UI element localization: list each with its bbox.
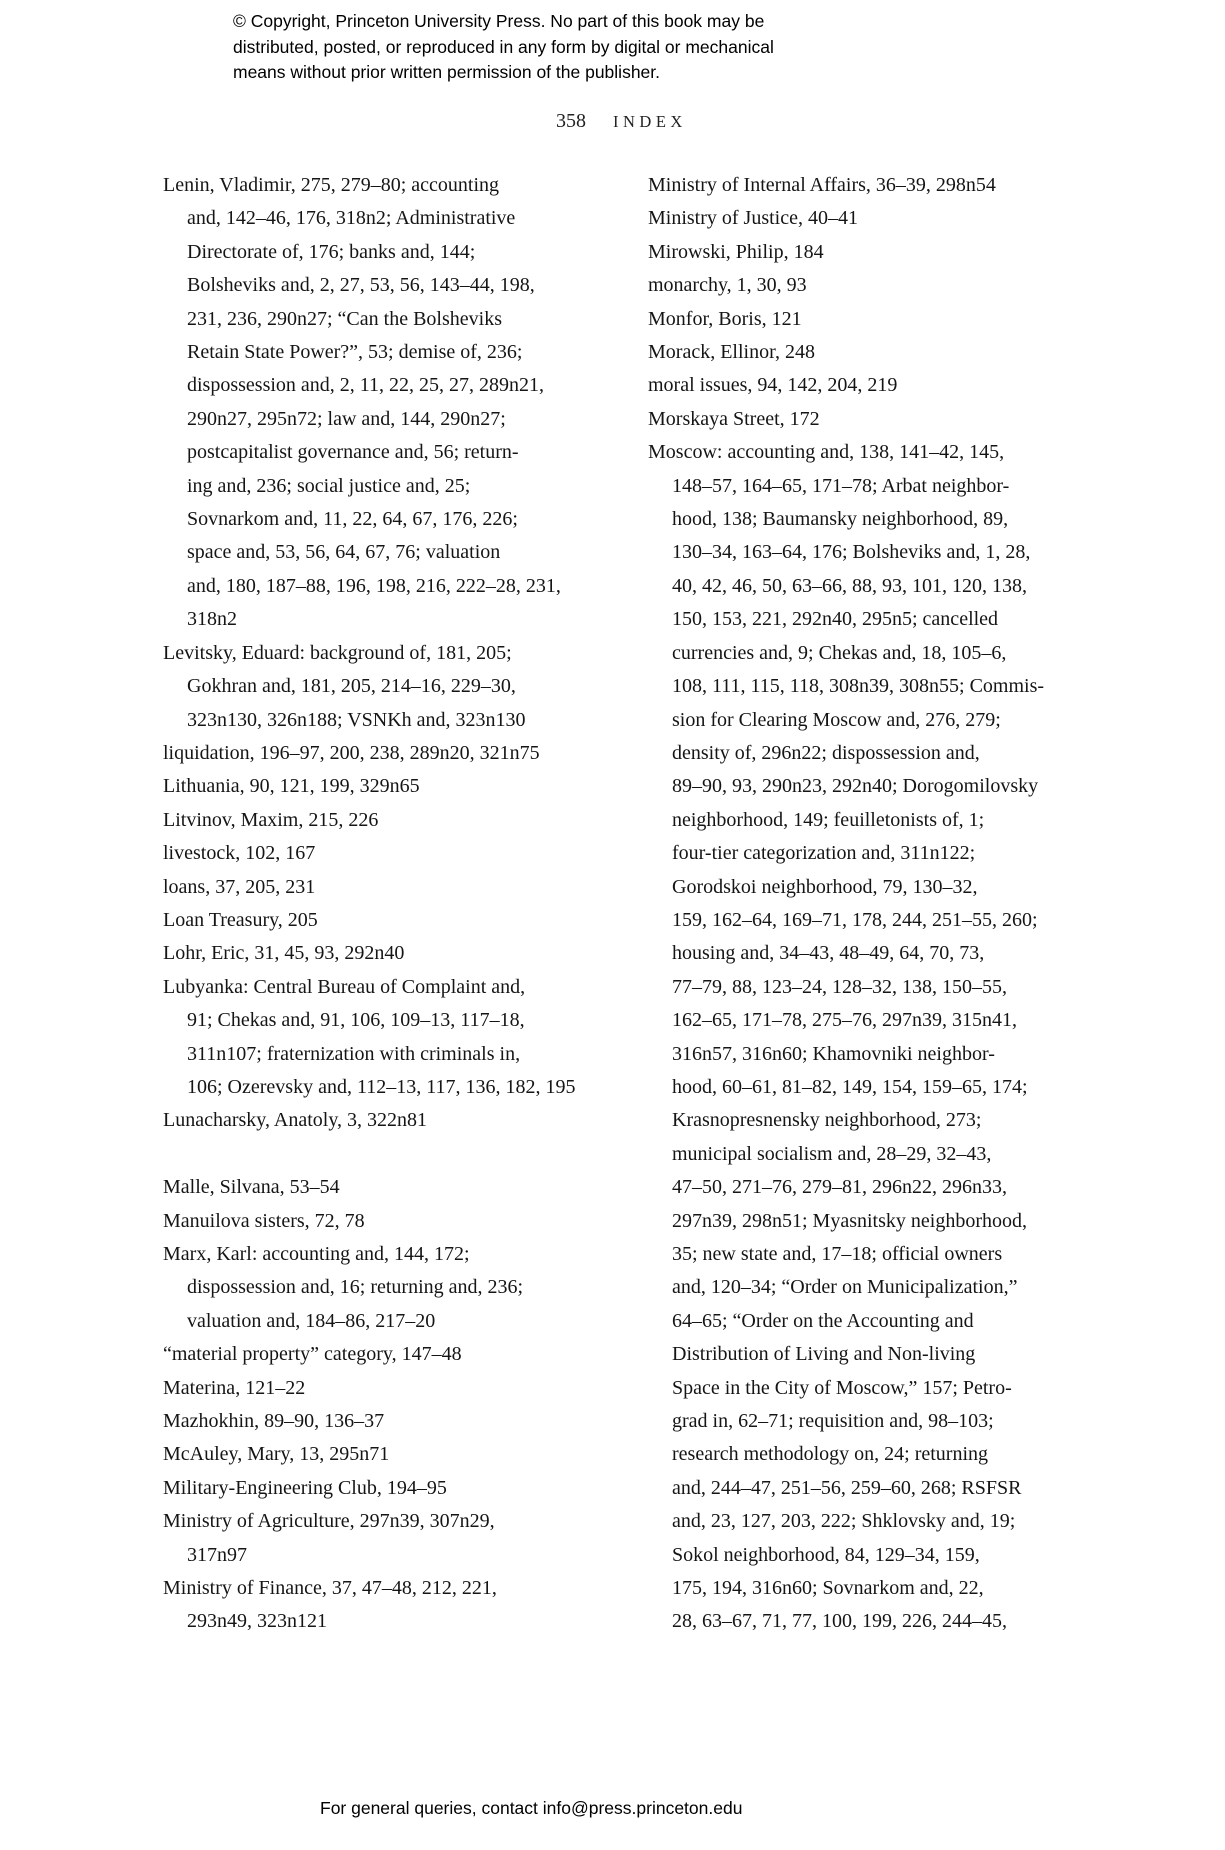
copyright-notice: [233, 9, 774, 86]
index-entry-line: Lenin, Vladimir, 275, 279–80; accounting: [163, 174, 499, 196]
index-entry-line: density of, 296n22; dispossession and,: [672, 741, 980, 764]
index-entry-line: 89–90, 93, 290n23, 292n40; Dorogomilovsky: [672, 775, 1039, 798]
index-entry-line: housing and, 34–43, 48–49, 64, 70, 73,: [672, 942, 985, 965]
index-entry-line: neighborhood, 149; feuilletonists of, 1;: [672, 808, 985, 831]
index-entry-line: “material property” category, 147–48: [163, 1343, 462, 1366]
index-entry: [648, 336, 1213, 369]
index-entry-line: Morskaya Street, 172: [648, 407, 820, 430]
index-entry-line: and, 142–46, 176, 318n2; Administrative: [187, 207, 516, 230]
index-entry-line: Ministry of Justice, 40–41: [648, 207, 858, 230]
index-entry: [648, 169, 1213, 202]
index-entry-line: 323n130, 326n188; VSNKh and, 323n130: [187, 708, 526, 731]
index-entry-line: research methodology on, 24; returning: [672, 1443, 989, 1466]
index-entry: [163, 1238, 633, 1338]
index-entry-line: Gorodskoi neighborhood, 79, 130–32,: [672, 875, 978, 898]
index-entry: [163, 937, 633, 970]
index-entry: [648, 303, 1213, 336]
index-entry-line: loans, 37, 205, 231: [163, 875, 316, 898]
index-column-right: [648, 169, 1213, 1639]
index-entry-line: livestock, 102, 167: [163, 842, 316, 865]
index-entry-line: and, 23, 127, 203, 222; Shklovsky and, 19;: [672, 1510, 1016, 1533]
index-entry: [163, 1405, 633, 1438]
index-entry-line: valuation and, 184–86, 217–20: [187, 1309, 436, 1332]
index-entry-line: Monfor, Boris, 121: [648, 307, 802, 330]
index-entry-line: Space in the City of Moscow,” 157; Petro-: [672, 1376, 1012, 1399]
index-entry-line: 316n57, 316n60; Khamovniki neighbor-: [672, 1042, 995, 1065]
copyright-line: © Copyright, Princeton University Press. No part of this book may be: [233, 11, 765, 31]
index-entry-line: 297n39, 298n51; Myasnitsky neighborhood,: [672, 1209, 1027, 1232]
index-entry-line: grad in, 62–71; requisition and, 98–103;: [672, 1410, 994, 1433]
index-entry-line: 317n97: [187, 1543, 247, 1566]
index-entry-line: 40, 42, 46, 50, 63–66, 88, 93, 101, 120, 138,: [672, 574, 1027, 597]
index-entry-line: 91; Chekas and, 91, 106, 109–13, 117–18,: [187, 1009, 525, 1032]
index-entry: [163, 169, 633, 637]
index-entry-line: Military-Engineering Club, 194–95: [163, 1476, 447, 1499]
index-entry-line: Levitsky, Eduard: background of, 181, 205;: [163, 641, 512, 664]
index-entry-line: moral issues, 94, 142, 204, 219: [648, 374, 898, 397]
footer-queries-note: For general queries, contact info@press.princeton.edu: [320, 1798, 743, 1818]
index-entry-line: hood, 138; Baumansky neighborhood, 89,: [672, 508, 1009, 531]
index-entry-line: four-tier categorization and, 311n122;: [672, 842, 976, 865]
index-entry-line: Ministry of Internal Affairs, 36–39, 298n54: [648, 174, 996, 196]
index-entry: [163, 971, 633, 1105]
index-entry-line: Sovnarkom and, 11, 22, 64, 67, 176, 226;: [187, 508, 518, 531]
index-entry-line: Marx, Karl: accounting and, 144, 172;: [163, 1242, 470, 1265]
index-entry-line: 293n49, 323n121: [187, 1610, 327, 1633]
index-entry-line: 311n107; fraternization with criminals in,: [187, 1042, 521, 1065]
copyright-line: means without prior written permission of the publisher.: [233, 62, 661, 82]
index-entry-line: sion for Clearing Moscow and, 276, 279;: [672, 708, 1001, 731]
index-entry-line: 290n27, 295n72; law and, 144, 290n27;: [187, 407, 506, 430]
index-entry-line: dispossession and, 2, 11, 22, 25, 27, 289n21,: [187, 374, 545, 397]
index-entry-line: 106; Ozerevsky and, 112–13, 117, 136, 182, 195: [187, 1075, 576, 1098]
index-entry-line: 175, 194, 316n60; Sovnarkom and, 22,: [672, 1577, 984, 1600]
index-entry: [163, 637, 633, 737]
index-entry-line: 318n2: [187, 608, 237, 631]
index-entry-line: 64–65; “Order on the Accounting and: [672, 1309, 974, 1332]
index-entry-line: 231, 236, 290n27; “Can the Bolsheviks: [187, 307, 502, 330]
index-entry: [648, 236, 1213, 269]
index-entry-line: Distribution of Living and Non-living: [672, 1343, 976, 1366]
index-entry: [163, 1104, 633, 1137]
index-entry-line: 77–79, 88, 123–24, 128–32, 138, 150–55,: [672, 975, 1007, 998]
index-entry-line: Mazhokhin, 89–90, 136–37: [163, 1410, 385, 1433]
index-entry-line: Lithuania, 90, 121, 199, 329n65: [163, 775, 420, 798]
index-entry-line: Malle, Silvana, 53–54: [163, 1176, 340, 1199]
index-entry-line: Retain State Power?”, 53; demise of, 236;: [187, 341, 523, 364]
index-entry: [163, 737, 633, 770]
index-entry: [163, 871, 633, 904]
index-entry-line: Manuilova sisters, 72, 78: [163, 1209, 365, 1232]
index-entry: [163, 1505, 633, 1572]
index-entry-line: 35; new state and, 17–18; official owners: [672, 1243, 1003, 1265]
index-entry-line: Lubyanka: Central Bureau of Complaint and,: [163, 975, 526, 998]
index-entry-line: 162–65, 171–78, 275–76, 297n39, 315n41,: [672, 1009, 1017, 1032]
index-entry: [163, 1338, 633, 1371]
index-entry-line: Ministry of Agriculture, 297n39, 307n29,: [163, 1510, 495, 1533]
index-entry-line: 148–57, 164–65, 171–78; Arbat neighbor-: [672, 474, 1010, 497]
index-entry-line: currencies and, 9; Chekas and, 18, 105–6,: [672, 641, 1007, 664]
index-entry-line: Directorate of, 176; banks and, 144;: [187, 240, 476, 263]
index-entry-line: monarchy, 1, 30, 93: [648, 274, 807, 297]
index-entry: [163, 1171, 633, 1204]
index-entry-line: Moscow: accounting and, 138, 141–42, 145,: [648, 441, 1005, 464]
index-entry-line: 130–34, 163–64, 176; Bolsheviks and, 1, 28,: [672, 541, 1031, 564]
index-entry-line: Sokol neighborhood, 84, 129–34, 159,: [672, 1543, 980, 1566]
index-entry: [163, 837, 633, 870]
index-entry: [163, 1205, 633, 1238]
index-heading: INDEX: [613, 112, 687, 131]
index-entry-line: 150, 153, 221, 292n40, 295n5; cancelled: [672, 608, 999, 631]
index-entry-line: dispossession and, 16; returning and, 236;: [187, 1276, 524, 1299]
index-entry-line: ing and, 236; social justice and, 25;: [187, 474, 471, 497]
index-entry: [648, 202, 1213, 235]
index-entry-line: space and, 53, 56, 64, 67, 76; valuation: [187, 541, 501, 564]
index-entry-line: Lohr, Eric, 31, 45, 93, 292n40: [163, 942, 405, 965]
index-entry-line: hood, 60–61, 81–82, 149, 154, 159–65, 174;: [672, 1075, 1028, 1098]
index-entry: [163, 1438, 633, 1471]
index-entry-line: Ministry of Finance, 37, 47–48, 212, 221,: [163, 1577, 497, 1600]
index-entry-line: Gokhran and, 181, 205, 214–16, 229–30,: [187, 675, 516, 698]
page-header: [556, 110, 687, 133]
index-entry-line: 47–50, 271–76, 279–81, 296n22, 296n33,: [672, 1176, 1007, 1199]
index-entry-line: and, 244–47, 251–56, 259–60, 268; RSFSR: [672, 1476, 1022, 1499]
index-entry: [163, 1472, 633, 1505]
index-entry: [648, 403, 1213, 436]
index-entry-line: municipal socialism and, 28–29, 32–43,: [672, 1142, 992, 1165]
page-number: 358: [556, 110, 586, 132]
index-column-left: [163, 169, 633, 1639]
index-entry: [648, 269, 1213, 302]
index-entry-line: 108, 111, 115, 118, 308n39, 308n55; Commis-: [672, 675, 1045, 698]
index-entry: [163, 1572, 633, 1639]
index-entry-line: Lunacharsky, Anatoly, 3, 322n81: [163, 1109, 428, 1132]
index-entry-line: liquidation, 196–97, 200, 238, 289n20, 321n75: [163, 741, 540, 764]
index-entry: [163, 1372, 633, 1405]
index-entry: [163, 804, 633, 837]
index-entry-line: Litvinov, Maxim, 215, 226: [163, 808, 379, 831]
index-entry-line: Bolsheviks and, 2, 27, 53, 56, 143–44, 198,: [187, 274, 535, 297]
index-entry: [163, 770, 633, 803]
index-entry-line: Mirowski, Philip, 184: [648, 240, 824, 263]
index-entry-line: and, 180, 187–88, 196, 198, 216, 222–28, 231,: [187, 574, 561, 597]
index-entry-line: Loan Treasury, 205: [163, 908, 318, 931]
index-entry-line: Materina, 121–22: [163, 1376, 306, 1399]
copyright-line: distributed, posted, or reproduced in any form by digital or mechanical: [233, 36, 774, 57]
index-entry-line: 28, 63–67, 71, 77, 100, 199, 226, 244–45,: [672, 1610, 1007, 1633]
index-entry: [648, 369, 1213, 402]
index-entry-line: 159, 162–64, 169–71, 178, 244, 251–55, 260;: [672, 908, 1038, 931]
index-entry: [163, 904, 633, 937]
index-entry-line: Krasnopresnensky neighborhood, 273;: [672, 1109, 982, 1132]
index-entry: [648, 436, 1213, 1639]
index-entry-line: postcapitalist governance and, 56; return-: [187, 441, 519, 464]
index-entry-line: McAuley, Mary, 13, 295n71: [163, 1443, 390, 1466]
index-entry-line: Morack, Ellinor, 248: [648, 341, 815, 364]
index-entry-line: and, 120–34; “Order on Municipalization,”: [672, 1276, 1018, 1299]
